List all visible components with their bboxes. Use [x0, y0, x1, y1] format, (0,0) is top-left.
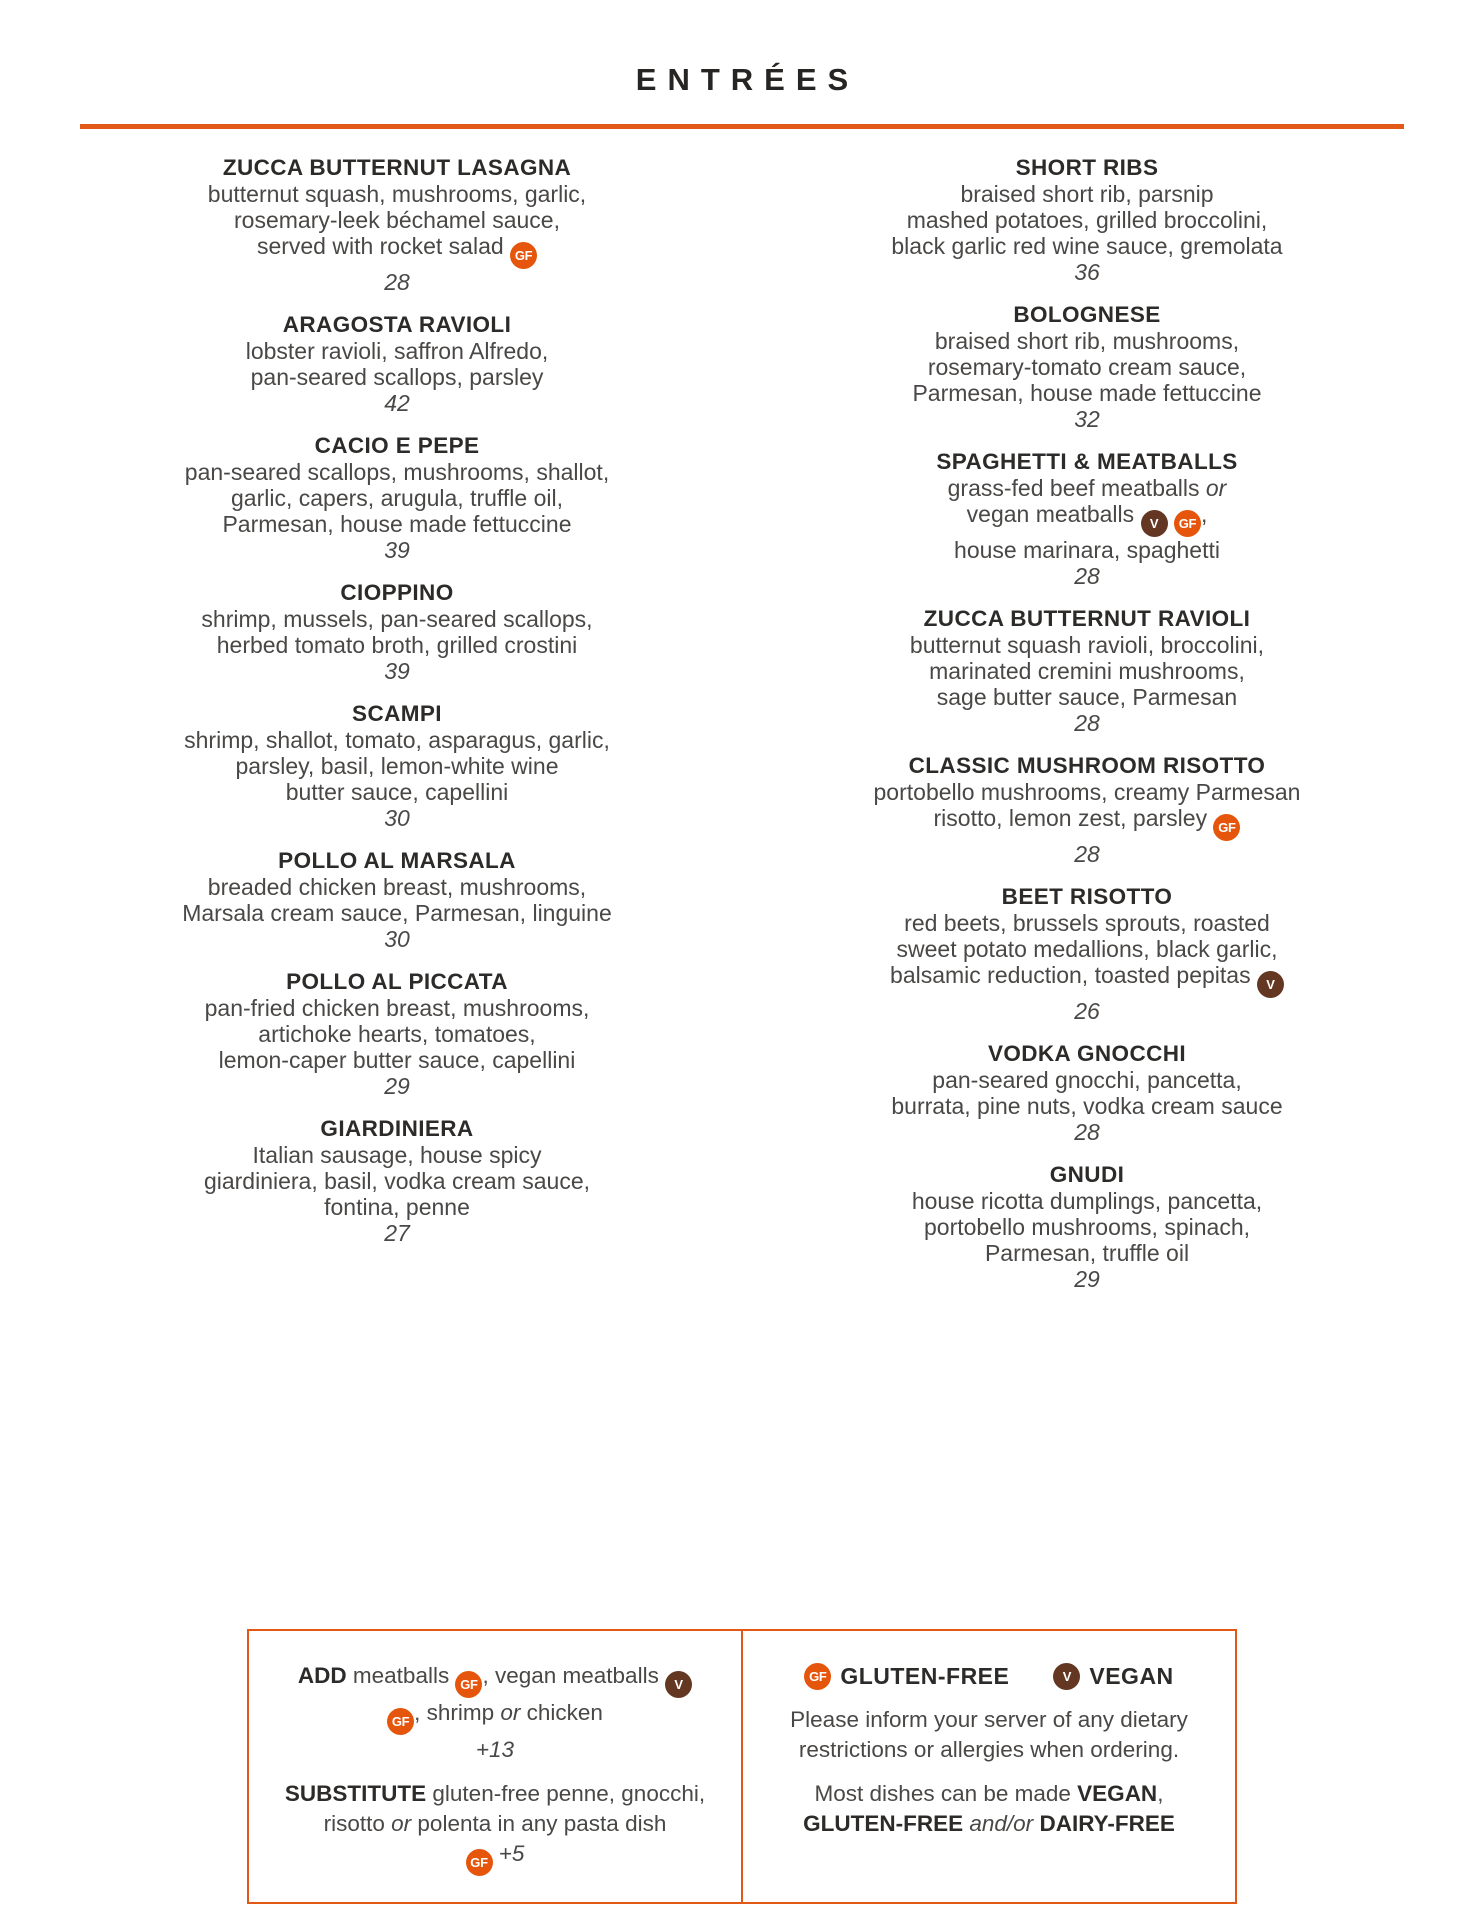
- item-desc: [770, 910, 1404, 998]
- item-desc: [80, 181, 714, 269]
- note-line: restrictions or allergies when ordering.: [798, 1737, 1180, 1762]
- item-desc: [80, 606, 714, 658]
- desc-line: served with rocket salad GF: [80, 233, 714, 269]
- item-price: 30: [384, 805, 410, 831]
- menu-item: [770, 753, 1404, 867]
- item-price: 36: [1074, 259, 1100, 285]
- desc-line: fontina, penne: [324, 1194, 470, 1220]
- item-name: ZUCCA BUTTERNUT RAVIOLI: [923, 606, 1251, 631]
- gf-badge: GF: [455, 1671, 482, 1698]
- legend-gluten-free: [804, 1661, 1009, 1691]
- item-price: 30: [384, 926, 410, 952]
- desc-line: mashed potatoes, grilled broccolini,: [906, 207, 1268, 233]
- item-name: GIARDINIERA: [320, 1116, 474, 1141]
- item-desc: [80, 995, 714, 1073]
- desc-line: lemon-caper butter sauce, capellini: [218, 1047, 576, 1073]
- desc-line: giardiniera, basil, vodka cream sauce,: [203, 1168, 591, 1194]
- desc-line: butter sauce, capellini: [285, 779, 509, 805]
- item-price: 42: [384, 390, 410, 416]
- v-badge: V: [665, 1671, 692, 1698]
- desc-line: Parmesan, truffle oil: [984, 1240, 1190, 1266]
- menu-item: [80, 701, 714, 831]
- footer-group: [275, 1661, 715, 1765]
- note-paragraph: [769, 1705, 1209, 1765]
- desc-line: marinated cremini mushrooms,: [929, 658, 1245, 684]
- desc-line: grass-fed beef meatballs or: [947, 475, 1227, 501]
- desc-line: butternut squash, mushrooms, garlic,: [207, 181, 587, 207]
- legend: [769, 1661, 1209, 1691]
- desc-line: Marsala cream sauce, Parmesan, linguine: [182, 900, 612, 926]
- desc-line: herbed tomato broth, grilled crostini: [216, 632, 578, 658]
- item-price: 29: [1074, 1266, 1100, 1292]
- gf-badge: GF: [466, 1849, 493, 1876]
- desc-line: black garlic red wine sauce, gremolata: [891, 233, 1283, 259]
- desc-line: rosemary-leek béchamel sauce,: [234, 207, 560, 233]
- item-price: 27: [384, 1220, 410, 1246]
- menu-item: [770, 606, 1404, 736]
- v-badge: V: [1257, 971, 1284, 998]
- v-badge: V: [1053, 1663, 1080, 1690]
- item-name: SHORT RIBS: [1015, 155, 1159, 180]
- item-desc: [770, 181, 1404, 259]
- menu-item: [770, 449, 1404, 589]
- desc-line: pan-fried chicken breast, mushrooms,: [204, 995, 590, 1021]
- menu-item: [80, 155, 714, 295]
- item-price: 39: [384, 658, 410, 684]
- item-desc: [770, 1067, 1404, 1119]
- item-price: 29: [384, 1073, 410, 1099]
- menu-item: [80, 433, 714, 563]
- desc-line: rosemary-tomato cream sauce,: [927, 354, 1247, 380]
- gf-badge: GF: [1174, 510, 1201, 537]
- desc-line: risotto, lemon zest, parsley GF: [770, 805, 1404, 841]
- item-price: 28: [1074, 841, 1100, 867]
- desc-line: shrimp, mussels, pan-seared scallops,: [201, 606, 593, 632]
- item-desc: [770, 475, 1404, 563]
- desc-line: Italian sausage, house spicy: [252, 1142, 542, 1168]
- item-desc: [770, 1188, 1404, 1266]
- item-name: SPAGHETTI & MEATBALLS: [936, 449, 1238, 474]
- add-substitute-panel: [249, 1631, 741, 1902]
- desc-line: parsley, basil, lemon-white wine: [235, 753, 559, 779]
- footer-line: GF , shrimp or chicken: [275, 1698, 715, 1735]
- item-name: SCAMPI: [352, 701, 442, 726]
- item-desc: [770, 779, 1404, 841]
- item-name: ZUCCA BUTTERNUT LASAGNA: [222, 155, 572, 180]
- item-name: CACIO E PEPE: [314, 433, 480, 458]
- item-name: GNUDI: [1049, 1162, 1125, 1187]
- item-price: 28: [1074, 710, 1100, 736]
- item-price: 28: [384, 269, 410, 295]
- legend-gf-label: GLUTEN-FREE: [840, 1663, 1010, 1689]
- item-desc: [80, 1142, 714, 1220]
- info-box: [247, 1629, 1237, 1904]
- desc-line: pan-seared scallops, mushrooms, shallot,: [184, 459, 610, 485]
- menu-item: [80, 848, 714, 952]
- menu-item: [770, 1162, 1404, 1292]
- desc-line: burrata, pine nuts, vodka cream sauce: [891, 1093, 1283, 1119]
- item-name: BEET RISOTTO: [1001, 884, 1173, 909]
- desc-line: portobello mushrooms, spinach,: [924, 1214, 1250, 1240]
- note-line: Please inform your server of any dietary: [790, 1707, 1188, 1732]
- item-price: 28: [1074, 1119, 1100, 1145]
- item-name: POLLO AL PICCATA: [286, 969, 508, 994]
- menu-item: [80, 312, 714, 416]
- desc-line: Parmesan, house made fettuccine: [912, 380, 1262, 406]
- note-line: GLUTEN-FREE and/or DAIRY-FREE: [803, 1811, 1175, 1836]
- desc-line: sage butter sauce, Parmesan: [936, 684, 1238, 710]
- desc-line: garlic, capers, arugula, truffle oil,: [231, 485, 563, 511]
- desc-line: butternut squash ravioli, broccolini,: [909, 632, 1265, 658]
- item-desc: [80, 459, 714, 537]
- desc-line: portobello mushrooms, creamy Parmesan: [873, 779, 1301, 805]
- gf-badge: GF: [510, 242, 537, 269]
- item-price: 26: [1074, 998, 1100, 1024]
- menu-item: [770, 155, 1404, 285]
- legend-vegan: [1053, 1661, 1173, 1691]
- menu-item: [770, 1041, 1404, 1145]
- item-price: 32: [1074, 406, 1100, 432]
- v-badge: V: [1141, 510, 1168, 537]
- item-desc: [80, 338, 714, 390]
- gf-badge: GF: [1213, 814, 1240, 841]
- item-name: VODKA GNOCCHI: [987, 1041, 1187, 1066]
- item-name: ARAGOSTA RAVIOLI: [282, 312, 512, 337]
- desc-line: Parmesan, house made fettuccine: [222, 511, 572, 537]
- item-name: BOLOGNESE: [1013, 302, 1161, 327]
- item-price: 39: [384, 537, 410, 563]
- footer-line: GF +5: [275, 1839, 715, 1876]
- item-name: CLASSIC MUSHROOM RISOTTO: [908, 753, 1266, 778]
- gf-badge: GF: [387, 1708, 414, 1735]
- desc-line: lobster ravioli, saffron Alfredo,: [245, 338, 549, 364]
- desc-line: braised short rib, mushrooms,: [934, 328, 1240, 354]
- menu-item: [770, 884, 1404, 1024]
- menu-item: [770, 302, 1404, 432]
- note-paragraph: [769, 1779, 1209, 1839]
- menu-item: [80, 580, 714, 684]
- item-price: 28: [1074, 563, 1100, 589]
- desc-line: braised short rib, parsnip: [960, 181, 1214, 207]
- item-name: POLLO AL MARSALA: [278, 848, 516, 873]
- menu-column-right: [770, 155, 1404, 1309]
- footer-group: [275, 1779, 715, 1876]
- desc-line: artichoke hearts, tomatoes,: [258, 1021, 536, 1047]
- item-name: CIOPPINO: [340, 580, 454, 605]
- page-title: ENTRÉES: [635, 62, 860, 97]
- dietary-panel: [741, 1631, 1235, 1902]
- desc-line: pan-seared gnocchi, pancetta,: [932, 1067, 1242, 1093]
- legend-v-label: VEGAN: [1089, 1663, 1174, 1689]
- gf-badge: GF: [804, 1663, 831, 1690]
- item-desc: [80, 727, 714, 805]
- desc-line: red beets, brussels sprouts, roasted: [904, 910, 1270, 936]
- menu-columns: [80, 129, 1404, 1309]
- dietary-notes: [769, 1705, 1209, 1839]
- desc-line: house ricotta dumplings, pancetta,: [911, 1188, 1263, 1214]
- menu-item: [80, 1116, 714, 1246]
- footer-line: +13: [475, 1737, 515, 1762]
- footer-line: risotto or polenta in any pasta dish: [323, 1811, 667, 1836]
- desc-line: house marinara, spaghetti: [954, 537, 1220, 563]
- item-desc: [80, 874, 714, 926]
- header: [0, 0, 1484, 129]
- desc-line: sweet potato medallions, black garlic,: [896, 936, 1278, 962]
- item-desc: [770, 328, 1404, 406]
- menu-column-left: [80, 155, 714, 1309]
- menu-item: [80, 969, 714, 1099]
- desc-line: vegan meatballs V GF ,: [770, 501, 1404, 537]
- item-desc: [770, 632, 1404, 710]
- desc-line: shrimp, shallot, tomato, asparagus, garlic,: [184, 727, 610, 753]
- desc-line: pan-seared scallops, parsley: [250, 364, 544, 390]
- desc-line: breaded chicken breast, mushrooms,: [207, 874, 587, 900]
- desc-line: balsamic reduction, toasted pepitas V: [770, 962, 1404, 998]
- note-line: Most dishes can be made VEGAN,: [814, 1781, 1164, 1806]
- footer-line: ADD meatballs GF , vegan meatballs V: [275, 1661, 715, 1698]
- footer-line: SUBSTITUTE gluten-free penne, gnocchi,: [284, 1781, 706, 1806]
